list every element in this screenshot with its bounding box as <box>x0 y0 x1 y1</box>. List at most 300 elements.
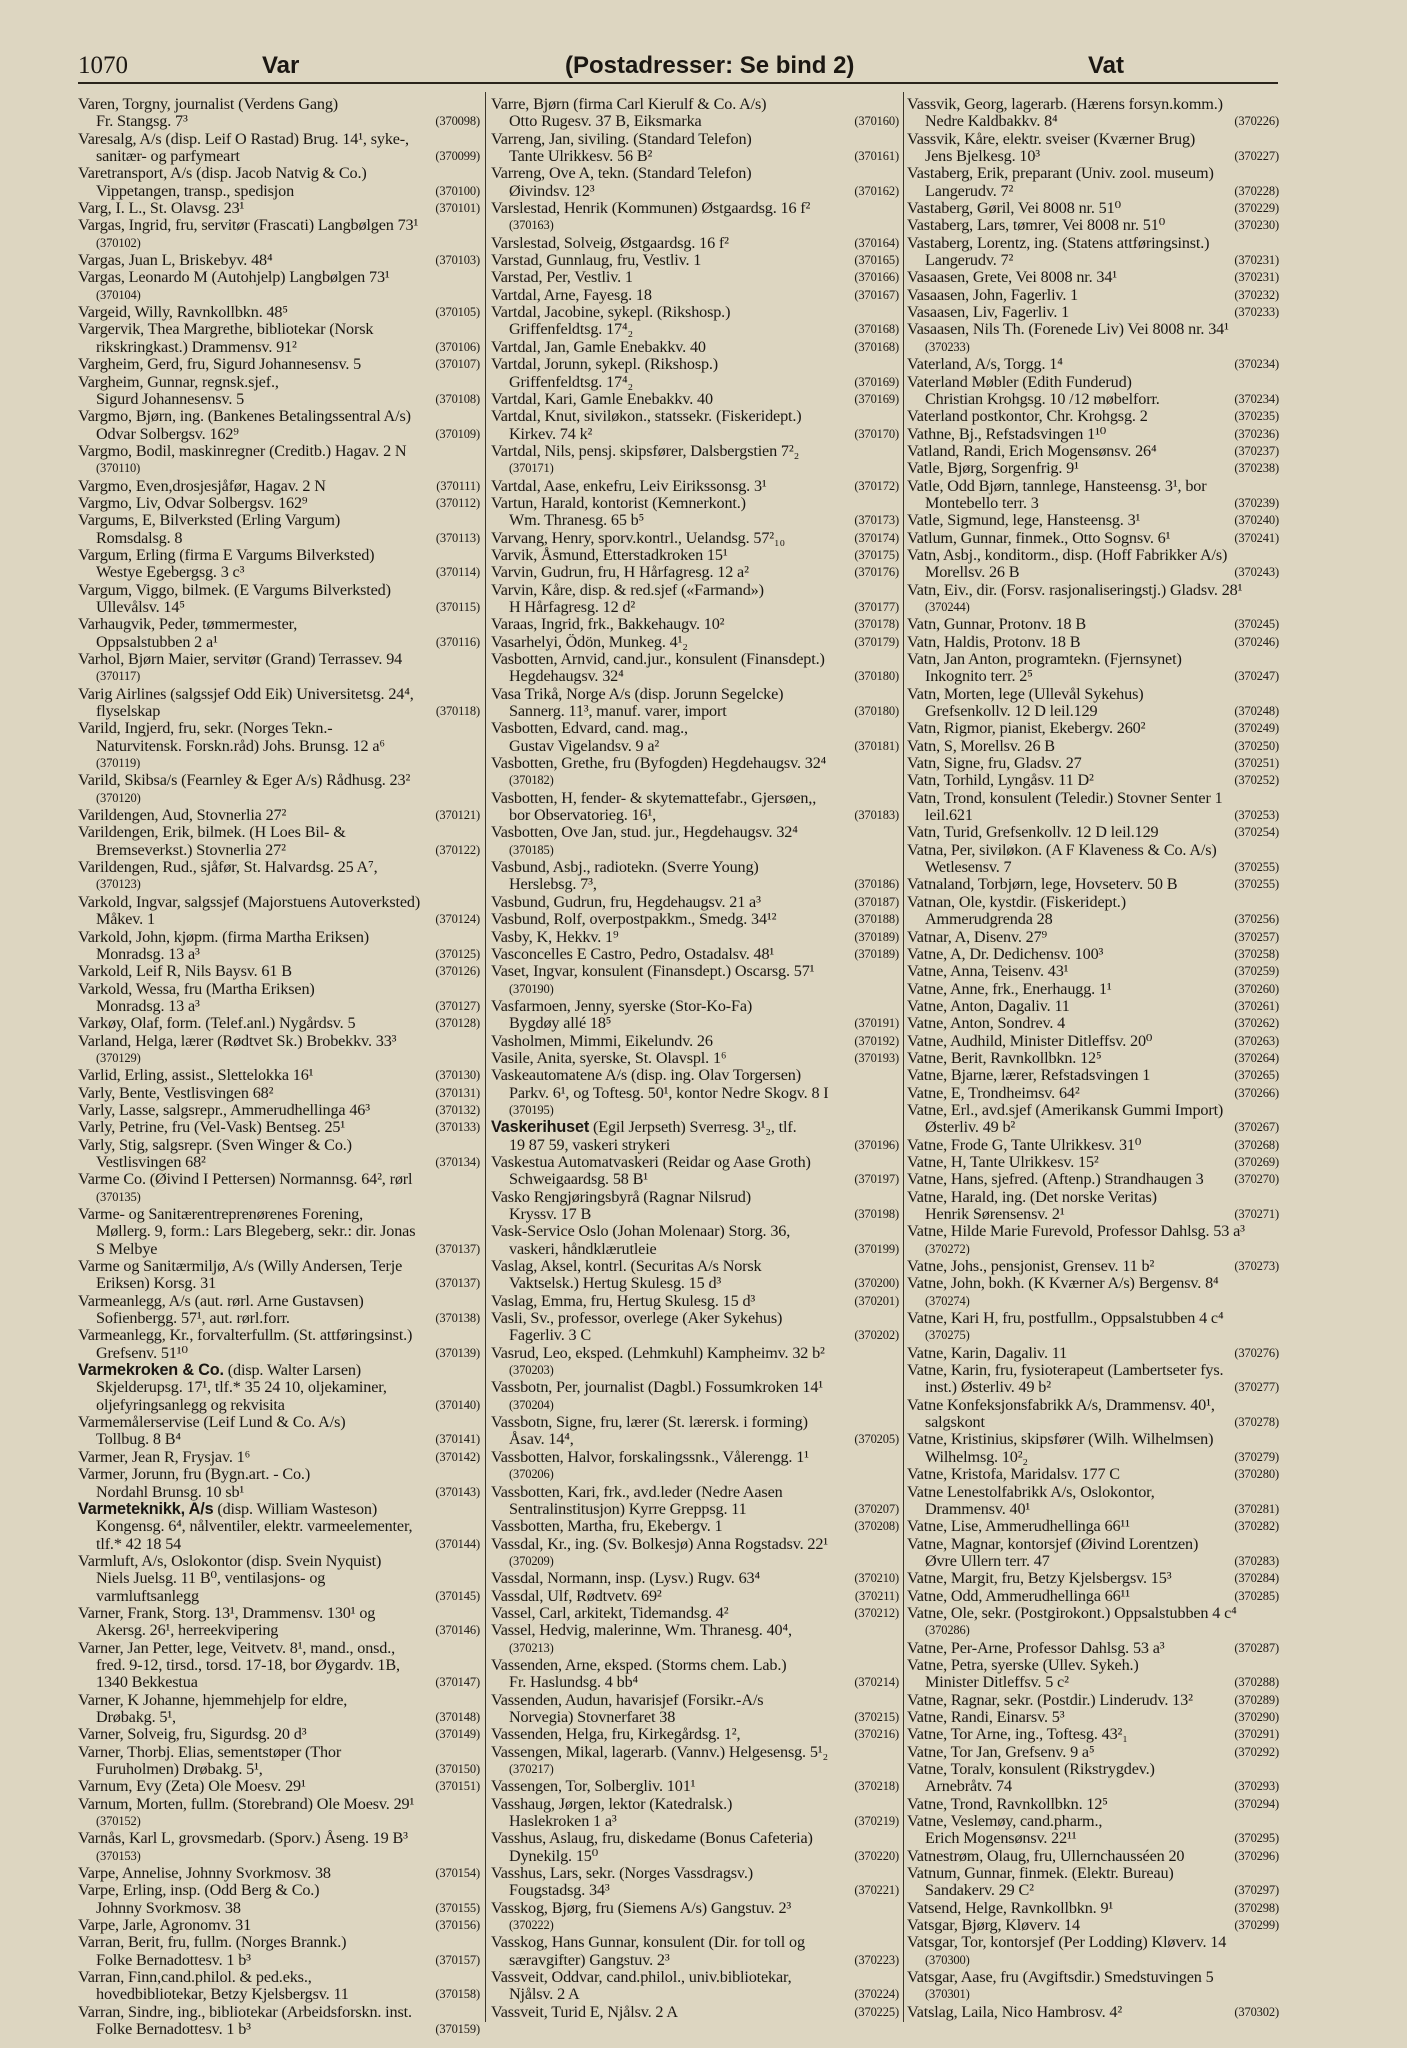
entry-text: Ullevålsv. 14⁵ <box>96 597 185 616</box>
entry-code-line <box>491 217 899 234</box>
directory-entry <box>907 512 1279 529</box>
entry-code: (370233) <box>1234 305 1279 320</box>
directory-entry <box>78 929 480 964</box>
entry-code: (370255) <box>1234 860 1279 875</box>
entry-code: (370137) <box>435 1276 480 1291</box>
entry-address-line <box>491 1431 899 1448</box>
directory-entry <box>78 1865 480 1882</box>
entry-text: Vatne, A, Dr. Dedichensv. 100³ <box>907 944 1104 963</box>
entry-code: (370112) <box>435 495 480 510</box>
entry-text: Varland, Helga, lærer (Rødtvet Sk.) Brobekkv. 33³ <box>78 1031 397 1050</box>
entry-text: Varreng, Jan, siviling. (Standard Telefon) <box>491 129 752 148</box>
directory-entry <box>907 1865 1279 1900</box>
entry-text: Vassdal, Kr., ing. (Sv. Bolkesjø) Anna Rogstadsv. 22¹ <box>491 1534 828 1553</box>
entry-text: Vasrud, Leo, eksped. (Lehmkuhl) Kampheimv. 32 b² <box>491 1343 825 1362</box>
entry-code: (370179) <box>854 634 899 649</box>
entry-name-line <box>491 1796 899 1813</box>
entry-code: (370213) <box>509 1640 554 1655</box>
entry-address-line <box>78 1275 480 1292</box>
entry-code: (370300) <box>925 1952 970 1967</box>
directory-entry <box>491 1900 899 1935</box>
directory-entry <box>907 790 1279 825</box>
directory-entry <box>907 1171 1279 1188</box>
entry-name-line <box>491 356 899 373</box>
entry-text: Vasli, Sv., professor, overlege (Aker Sykehus) <box>491 1309 783 1328</box>
entry-code: (370102) <box>96 235 141 250</box>
entry-code: (370234) <box>1234 357 1279 372</box>
directory-entry <box>907 1102 1279 1137</box>
entry-name-line <box>78 1605 480 1622</box>
entry-code: (370178) <box>854 617 899 632</box>
entry-code: (370148) <box>435 1709 480 1724</box>
entry-code: (370267) <box>1234 1120 1279 1135</box>
entry-address-line <box>907 807 1279 824</box>
entry-text: Vassvik, Kåre, elektr. sveiser (Kværner Brug) <box>907 129 1196 148</box>
entry-text: Vassbotn, Signe, fru, lærer (St. lærersk. i forming) <box>491 1413 808 1432</box>
entry-code: (370210) <box>854 1571 899 1586</box>
entry-text: Vartdal, Jan, Gamle Enebakkv. 40 <box>491 337 706 356</box>
directory-entry <box>491 1570 899 1587</box>
directory-entry <box>491 2004 899 2021</box>
entry-name-line <box>907 235 1279 252</box>
entry-text: Vatle, Sigmund, lege, Hansteensg. 3¹ <box>907 511 1141 530</box>
entry-code: (370232) <box>1234 287 1279 302</box>
entry-text: Møllerg. 9, form.: Lars Blegeberg, sekr.: dir. Jonas <box>96 1222 416 1241</box>
entry-name-line <box>491 165 899 182</box>
directory-entry <box>491 1536 899 1571</box>
entry-code: (370122) <box>435 842 480 857</box>
directory-entry <box>907 738 1279 755</box>
entry-code: (370129) <box>96 1050 141 1065</box>
entry-text: Varig Airlines (salgssjef Odd Eik) Universitetsg. 24⁴, <box>78 684 414 703</box>
entry-text: varmluftsanlegg <box>96 1586 199 1605</box>
directory-entry <box>907 634 1279 651</box>
entry-code-line <box>907 599 1279 616</box>
directory-entry <box>491 131 899 166</box>
entry-name-line <box>907 1258 1279 1275</box>
entry-text: Vatne, Johs., pensjonist, Grensev. 11 b² <box>907 1257 1155 1276</box>
entry-text: Vatn, Morten, lege (Ullevål Sykehus) <box>907 684 1144 703</box>
directory-entry <box>907 1397 1279 1432</box>
entry-text: Vatnar, A, Disenv. 27⁹ <box>907 927 1048 946</box>
directory-entry <box>907 356 1279 373</box>
entry-text: sanitær- og parfymeart <box>96 147 240 166</box>
entry-code: (370100) <box>435 183 480 198</box>
entry-address-line <box>491 668 899 685</box>
entry-name-line <box>907 616 1279 633</box>
entry-name-line <box>491 1726 899 1743</box>
entry-code: (370275) <box>925 1328 970 1343</box>
directory-entry <box>78 1119 480 1136</box>
entry-code: (370217) <box>509 1762 554 1776</box>
entry-text: Vassenden, Helga, fru, Kirkegårdsg. 1², <box>491 1725 741 1744</box>
directory-entry <box>491 269 899 286</box>
entry-text: Varpe, Jarle, Agronomv. 31 <box>78 1916 252 1935</box>
entry-text: Varmeanlegg, Kr., forvalterfullm. (St. attføringsinst.) <box>78 1326 413 1345</box>
entry-name-line <box>907 1015 1279 1032</box>
directory-entry <box>78 1067 480 1084</box>
directory-entry <box>78 217 480 252</box>
entry-text: Minister Ditleffsv. 5 c² <box>925 1673 1069 1692</box>
entry-code: (370248) <box>1234 704 1279 719</box>
entry-name-line <box>78 304 480 321</box>
entry-text: Nordahl Brunsg. 10 sb¹ <box>96 1482 245 1501</box>
directory-entry <box>491 998 899 1033</box>
entry-address-line <box>78 1223 480 1240</box>
entry-text: Varner, K Johanne, hjemmehjelp for eldre, <box>78 1690 348 1709</box>
entry-name-line <box>907 1640 1279 1657</box>
entry-code: (370169) <box>854 391 899 406</box>
entry-text: Vatn, Gunnar, Protonv. 18 B <box>907 615 1087 634</box>
directory-entry <box>907 1900 1279 1917</box>
entry-code: (370107) <box>435 357 480 372</box>
entry-text: Vatnan, Ole, kystdir. (Fiskeridept.) <box>907 892 1126 911</box>
entry-code: (370198) <box>854 1207 899 1221</box>
entry-address-line <box>491 512 899 529</box>
entry-text: Vatn, Signe, fru, Gladsv. 27 <box>907 754 1082 773</box>
entry-code: (370156) <box>435 1918 480 1933</box>
entry-address-line <box>78 113 480 130</box>
entry-address-line <box>907 703 1279 720</box>
entry-address-line <box>907 495 1279 512</box>
entry-text: Vaktselsk.) Hertug Skulesg. 15 d³ <box>509 1274 722 1293</box>
entry-text: Vatne, Erl., avd.sjef (Amerikansk Gummi Import) <box>907 1100 1224 1119</box>
directory-entry <box>491 1778 899 1795</box>
entry-text: Westye Egebergsg. 3 c³ <box>96 563 245 582</box>
entry-text: Varnum, Morten, fullm. (Storebrand) Ole Moesv. 29¹ <box>78 1794 415 1813</box>
directory-entry <box>907 842 1279 877</box>
entry-text: Varvik, Åsmund, Etterstadkroken 15¹ <box>491 545 728 564</box>
directory-entry <box>491 911 899 928</box>
entry-code-line <box>491 1917 899 1934</box>
entry-text: Vatne, Berit, Ravnkollbkn. 12⁵ <box>907 1048 1102 1067</box>
directory-entry <box>907 1033 1279 1050</box>
entry-code: (370131) <box>435 1085 480 1100</box>
directory-entry <box>907 1431 1279 1466</box>
entry-name-line <box>491 339 899 356</box>
entry-address-line <box>907 1119 1279 1136</box>
entry-code: (370296) <box>1234 1848 1279 1863</box>
directory-entry <box>491 790 899 825</box>
entry-code-line <box>78 755 480 772</box>
entry-name-line <box>907 1466 1279 1483</box>
entry-text: Kryssv. 17 B <box>509 1205 592 1223</box>
entry-name-line <box>491 1692 899 1709</box>
entry-text: Vasaasen, Grete, Vei 8008 nr. 34¹ <box>907 268 1117 287</box>
entry-address-line <box>491 321 899 338</box>
entry-text: Vatne, Margit, fru, Betzy Kjelsbergsv. 15³ <box>907 1569 1172 1588</box>
entry-name-line <box>907 460 1279 477</box>
entry-text: Vargmo, Bodil, maskinregner (Creditb.) Hagav. 2 N <box>78 441 407 460</box>
directory-entry <box>907 876 1279 893</box>
entry-name-line <box>78 1969 480 1986</box>
entry-address-line <box>78 1154 480 1171</box>
entry-address-line <box>491 1986 899 2003</box>
entry-text: Langerudv. 7² <box>925 181 1014 200</box>
entry-name-line <box>491 998 899 1015</box>
entry-code: (370261) <box>1234 998 1279 1013</box>
entry-text: Vatne, Kristinius, skipsfører (Wilh. Wilhelmsen) <box>907 1430 1214 1449</box>
entry-address-line <box>78 1622 480 1639</box>
entry-text: Monradsg. 13 a³ <box>96 996 200 1015</box>
directory-entry <box>78 512 480 547</box>
entry-address-line <box>78 1431 480 1448</box>
entry-address-line <box>78 1657 480 1674</box>
entry-text: Vasholmen, Mimmi, Eikelundv. 26 <box>491 1031 713 1050</box>
entry-code: (370209) <box>509 1553 554 1568</box>
entry-code: (370170) <box>854 426 899 441</box>
directory-entry <box>907 131 1279 166</box>
entry-name-line <box>78 1085 480 1102</box>
entry-code: (370302) <box>1234 2004 1279 2019</box>
entry-text: Vatne, Karin, fru, fysioterapeut (Lambertseter fys. <box>907 1361 1224 1380</box>
entry-code: (370124) <box>435 912 480 927</box>
directory-entry <box>491 547 899 564</box>
entry-code-line <box>491 981 899 998</box>
entry-name-line <box>491 1570 899 1587</box>
entry-text: Griffenfeldtsg. 17⁴₂ <box>509 372 633 391</box>
entry-text: Sannerg. 11³, manuf. varer, import <box>509 702 727 721</box>
entry-name-line <box>907 304 1279 321</box>
entry-code: (370121) <box>435 808 480 823</box>
entry-text: Vassdal, Ulf, Rødtvetv. 69² <box>491 1586 662 1605</box>
entry-name-line <box>491 1518 899 1535</box>
directory-entry <box>491 1934 899 1969</box>
entry-name-line <box>907 981 1279 998</box>
directory-entry <box>907 616 1279 633</box>
entry-code: (370294) <box>1234 1796 1279 1811</box>
directory-entry <box>491 1518 899 1535</box>
entry-code: (370263) <box>1234 1033 1279 1048</box>
directory-entry <box>491 686 899 721</box>
entry-address-line <box>78 1518 480 1535</box>
directory-entry <box>491 1067 899 1119</box>
entry-text: Varkold, Wessa, fru (Martha Eriksen) <box>78 979 315 998</box>
directory-entry <box>491 1588 899 1605</box>
entry-text: Henrik Sørensensv. 2¹ <box>925 1205 1065 1223</box>
entry-address-line <box>491 1171 899 1188</box>
entry-name-line <box>907 1900 1279 1917</box>
entry-code: (370180) <box>854 669 899 684</box>
entry-address-line <box>78 703 480 720</box>
directory-entry <box>491 1796 899 1831</box>
entry-text: Varstad, Per, Vestliv. 1 <box>491 268 633 287</box>
entry-code-line <box>78 1189 480 1206</box>
entry-text: Vargum, Erling (firma E Vargums Bilverksted) <box>78 545 375 564</box>
entry-code: (370118) <box>435 704 480 719</box>
entry-code: (370165) <box>854 253 899 268</box>
entry-code-line <box>491 1362 899 1379</box>
entry-code: (370225) <box>854 2004 899 2019</box>
entry-code: (370289) <box>1234 1692 1279 1707</box>
entry-text: Vatle, Odd Bjørn, tannlege, Hansteensg. 3¹, bor <box>907 476 1207 495</box>
entry-code: (370120) <box>96 790 141 805</box>
entry-address-line <box>491 1241 899 1258</box>
entry-text: inst.) Østerliv. 49 b² <box>925 1378 1051 1397</box>
entry-name-line <box>78 478 480 495</box>
entry-text: Åsav. 14⁴, <box>509 1430 574 1449</box>
entry-name-line <box>907 1692 1279 1709</box>
entry-code: (370180) <box>854 704 899 719</box>
entry-code: (370169) <box>854 374 899 389</box>
entry-address-line <box>78 1484 480 1501</box>
entry-code: (370291) <box>1234 1727 1279 1742</box>
directory-entry <box>491 1449 899 1484</box>
entry-address-line <box>78 1588 480 1605</box>
entry-text: Wilhelmsg. 10²₂ <box>925 1447 1028 1466</box>
directory-entry <box>491 1310 899 1345</box>
entry-address-line <box>78 1986 480 2003</box>
entry-code: (370287) <box>1234 1640 1279 1655</box>
entry-text: rikskringkast.) Drammensv. 91² <box>96 337 297 356</box>
entry-code: (370135) <box>96 1189 141 1204</box>
entry-code: (370240) <box>1234 513 1279 528</box>
directory-entry <box>907 894 1279 929</box>
entry-code: (370130) <box>435 1068 480 1083</box>
entry-code: (370286) <box>925 1623 970 1638</box>
entry-name-line <box>78 1466 480 1483</box>
entry-name-line <box>491 530 899 547</box>
entry-text: Vasaasen, Liv, Fagerliv. 1 <box>907 303 1070 322</box>
entry-address-line <box>78 1310 480 1327</box>
entry-address-line <box>491 1952 899 1969</box>
entry-address-line <box>491 599 899 616</box>
entry-name-line <box>907 408 1279 425</box>
entry-text: Johnny Svorkmosv. 38 <box>96 1898 241 1917</box>
entry-text: Varly, Petrine, fru (Vel-Vask) Bentseg. 25¹ <box>78 1118 346 1137</box>
entry-text: Vaskestua Automatvaskeri (Reidar og Aase Groth) <box>491 1152 811 1171</box>
entry-address-line <box>491 1327 899 1344</box>
entry-code: (370230) <box>1234 218 1279 233</box>
entry-text: Erich Mogensønsv. 22¹¹ <box>925 1829 1077 1848</box>
directory-entry <box>491 304 899 339</box>
entry-address-line <box>907 564 1279 581</box>
directory-entry <box>907 1137 1279 1154</box>
entry-text: Vatne, Anton, Dagaliv. 11 <box>907 996 1070 1015</box>
entry-code: (370206) <box>509 1467 554 1482</box>
entry-address-line <box>907 113 1279 130</box>
entry-name-line <box>491 634 899 651</box>
entry-name-line <box>491 1189 899 1206</box>
directory-entry <box>907 1067 1279 1084</box>
entry-text: Montebello terr. 3 <box>925 493 1039 512</box>
entry-code-line <box>78 1813 480 1830</box>
entry-name-line <box>907 1050 1279 1067</box>
entry-name-line <box>491 1934 899 1951</box>
directory-entry <box>907 1744 1279 1761</box>
entry-code: (370145) <box>435 1588 480 1603</box>
entry-text: Øivindsv. 12³ <box>509 181 595 200</box>
directory-entry <box>907 374 1279 409</box>
entry-text: Vatsgar, Tor, kontorsjef (Per Lodding) Kløverv. 14 <box>907 1933 1227 1952</box>
entry-code: (370200) <box>854 1276 899 1291</box>
entry-name-line <box>907 1137 1279 1154</box>
entry-name-line <box>78 1119 480 1136</box>
directory-entry <box>491 1744 899 1779</box>
entry-text: Niels Juelsg. 11 B⁰, ventilasjons- og <box>96 1569 326 1588</box>
entry-text: Varild, Skibsa/s (Fearnley & Eger A/s) Rådhusg. 23² <box>78 771 411 790</box>
directory-entry <box>491 564 899 581</box>
entry-name-line <box>907 876 1279 893</box>
entry-code: (370272) <box>925 1241 970 1256</box>
entry-text: Vasskog, Bjørg, fru (Siemens A/s) Gangstuv. 2³ <box>491 1898 792 1917</box>
entry-text: Vatne, Odd, Ammerudhellinga 66¹¹ <box>907 1586 1130 1605</box>
entry-name-line <box>491 1657 899 1674</box>
entry-name-line <box>78 1102 480 1119</box>
entry-name-line <box>78 686 480 703</box>
entry-code: (370110) <box>96 461 141 476</box>
entry-name-line <box>491 1484 899 1501</box>
entry-name-line <box>78 547 480 564</box>
entry-name-line <box>78 1882 480 1899</box>
directory-entry <box>78 616 480 651</box>
entry-code: (370221) <box>854 1883 899 1898</box>
entry-text: Fagerliv. 3 C <box>509 1326 591 1345</box>
entry-text: Vasbotten, Grethe, fru (Byfogden) Hegdehaugsv. 32⁴ <box>491 754 827 773</box>
entry-address-line <box>78 634 480 651</box>
entry-code: (370115) <box>435 599 480 614</box>
entry-text: Vasbotten, H, fender- & skytemattefabr., Gjersøen,, <box>491 788 817 807</box>
entry-text: Vargheim, Gunnar, regnsk.sjef., <box>78 372 279 391</box>
entry-text: Vasaasen, John, Fagerliv. 1 <box>907 285 1079 304</box>
entry-name-line <box>491 859 899 876</box>
entry-name-line <box>78 252 480 269</box>
entry-code: (370220) <box>854 1848 899 1863</box>
entry-address-line <box>78 1397 480 1414</box>
entry-name-line <box>907 131 1279 148</box>
entry-code-line <box>491 772 899 789</box>
entry-text: Romsdalsg. 8 <box>96 528 183 547</box>
entry-text: Morellsv. 26 B <box>925 563 1020 582</box>
directory-entry <box>907 1848 1279 1865</box>
entry-code: (370139) <box>435 1345 480 1360</box>
entry-code: (370297) <box>1234 1883 1279 1898</box>
entry-name-line <box>491 1622 899 1639</box>
entry-name-line <box>78 1137 480 1154</box>
entry-text: Otto Rugesv. 37 B, Eiksmarka <box>509 112 702 131</box>
entry-address-line <box>491 807 899 824</box>
entry-code: (370160) <box>854 114 899 129</box>
entry-text: Varly, Lasse, salgsrepr., Ammerudhellinga 46³ <box>78 1100 370 1119</box>
entry-code: (370219) <box>854 1814 899 1829</box>
directory-entry <box>78 1778 480 1795</box>
entry-text: Varner, Solveig, fru, Sigurdsg. 20 d³ <box>78 1725 307 1744</box>
entry-name-line <box>78 96 480 113</box>
entry-name-line <box>491 1900 899 1917</box>
directory-entry <box>78 443 480 478</box>
entry-text: Sofienbergg. 57¹, aut. rørl.forr. <box>96 1309 290 1328</box>
entry-text: Vatn, Haldis, Protonv. 18 B <box>907 632 1081 651</box>
directory-entry <box>907 651 1279 686</box>
entry-text: Tante Ulrikkesv. 56 B² <box>509 147 653 166</box>
entry-name-line <box>78 1067 480 1084</box>
entry-code: (370301) <box>925 1987 970 2002</box>
entry-name-line <box>907 720 1279 737</box>
entry-address-line <box>78 911 480 928</box>
header-first-word: Var <box>262 52 300 79</box>
entry-text: Vatle, Bjørg, Sorgenfrig. 9¹ <box>907 459 1079 478</box>
entry-text: Vatn, Rigmor, pianist, Ekebergv. 260² <box>907 719 1146 738</box>
entry-name-line <box>491 287 899 304</box>
entry-text: Vatsgar, Bjørg, Kløverv. 14 <box>907 1916 1080 1935</box>
entry-code: (370208) <box>854 1519 899 1534</box>
entry-code: (370282) <box>1234 1519 1279 1534</box>
directory-entry <box>78 1449 480 1466</box>
entry-text: Sandakerv. 29 C² <box>925 1881 1034 1900</box>
entry-code: (370226) <box>1234 114 1279 129</box>
directory-entry <box>78 651 480 686</box>
entry-text: Kongensg. 6⁴, nålventiler, elektr. varmeelementer, <box>96 1517 413 1536</box>
